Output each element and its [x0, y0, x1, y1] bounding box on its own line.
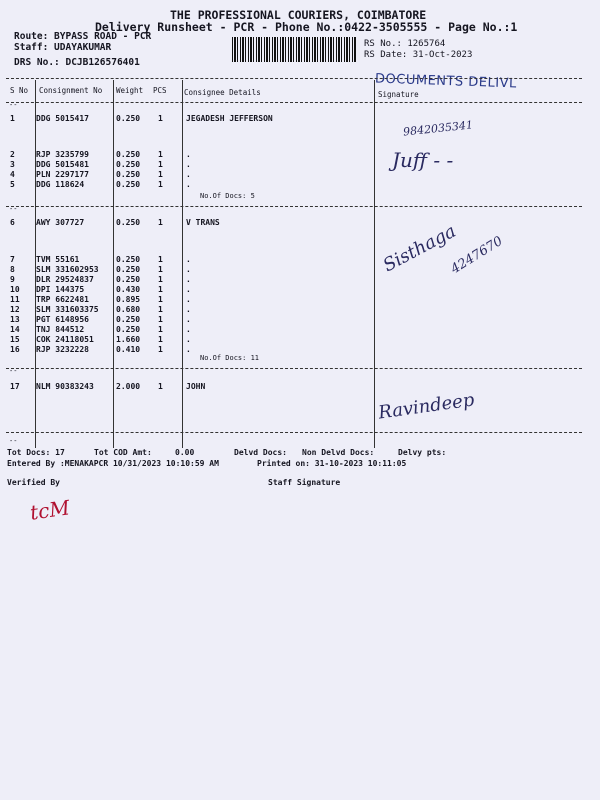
rs-number: RS No.: 1265764	[364, 39, 446, 49]
row-consignee: .	[186, 180, 191, 189]
company-name: THE PROFESSIONAL COURIERS, COIMBATORE	[170, 8, 427, 22]
row-sno: 6	[10, 218, 15, 227]
row-pcs: 1	[158, 345, 163, 354]
row-pcs: 1	[158, 305, 163, 314]
row-consignment: DLR 29524837	[36, 275, 94, 284]
row-consignee: .	[186, 315, 191, 324]
staff-label: Staff: UDAYAKUMAR	[14, 42, 112, 53]
col-rule	[35, 80, 36, 448]
row-consignee: .	[186, 170, 191, 179]
row-pcs: 1	[158, 285, 163, 294]
row-weight: 1.660	[116, 335, 141, 344]
row-weight: 0.250	[116, 150, 141, 159]
dash-mark: --	[9, 101, 18, 109]
printed-on: Printed on: 31-10-2023 10:11:05	[257, 459, 407, 468]
col-consignee: Consignee Details	[184, 88, 261, 97]
row-pcs: 1	[158, 150, 163, 159]
no-of-docs: No.Of Docs: 5	[200, 192, 255, 200]
row-pcs: 1	[158, 382, 163, 391]
dash-mark: --	[9, 437, 18, 445]
row-consignee: .	[186, 150, 191, 159]
row-sno: 13	[10, 315, 20, 324]
row-consignment: DDG 5015481	[36, 160, 89, 169]
row-consignee: .	[186, 305, 191, 314]
drs-number: DRS No.: DCJB126576401	[14, 57, 140, 68]
total-cod-amount: 0.00	[175, 448, 195, 457]
row-weight: 0.250	[116, 180, 141, 189]
row-pcs: 1	[158, 335, 163, 344]
row-sno: 3	[10, 160, 15, 169]
col-rule	[374, 80, 375, 448]
row-consignee: .	[186, 255, 191, 264]
row-weight: 0.250	[116, 325, 141, 334]
row-pcs: 1	[158, 218, 163, 227]
row-pcs: 1	[158, 265, 163, 274]
row-consignment: SLM 331603375	[36, 305, 99, 314]
row-sno: 8	[10, 265, 15, 274]
signature-2: Sisthaga	[379, 220, 460, 277]
row-pcs: 1	[158, 295, 163, 304]
signature-3: Ravindeep	[377, 389, 476, 424]
row-weight: 2.000	[116, 382, 141, 391]
barcode-image	[232, 37, 357, 62]
row-consignment: DPI 144375	[36, 285, 85, 294]
signature-1: Juff - -	[392, 148, 454, 172]
col-consignment: Consignment No	[39, 86, 103, 95]
row-pcs: 1	[158, 325, 163, 334]
row-weight: 0.250	[116, 170, 141, 179]
row-weight: 0.410	[116, 345, 141, 354]
row-consignee: .	[186, 295, 191, 304]
row-consignee: .	[186, 285, 191, 294]
row-weight: 0.250	[116, 275, 141, 284]
row-weight: 0.680	[116, 305, 141, 314]
delivered-docs: Delvd Docs:	[234, 448, 287, 457]
row-consignment: COK 24118051	[36, 335, 94, 344]
row-sno: 10	[10, 285, 20, 294]
row-pcs: 1	[158, 114, 163, 123]
documents-delivered-stamp: DOCUMENTS DELIVL	[374, 71, 517, 92]
row-sno: 14	[10, 325, 20, 334]
row-sno: 1	[10, 114, 15, 123]
row-sno: 2	[10, 150, 15, 159]
row-sno: 4	[10, 170, 15, 179]
row-sno: 12	[10, 305, 20, 314]
row-pcs: 1	[158, 275, 163, 284]
row-sno: 15	[10, 335, 20, 344]
rs-date: RS Date: 31-Oct-2023	[364, 50, 473, 60]
verified-by: Verified By	[7, 478, 60, 487]
row-consignee: .	[186, 325, 191, 334]
row-consignment: AWY 307727	[36, 218, 85, 227]
row-weight: 0.250	[116, 160, 141, 169]
handwritten-phone: 9842035341	[402, 118, 474, 139]
divider	[6, 102, 582, 103]
row-pcs: 1	[158, 255, 163, 264]
row-sno: 5	[10, 180, 15, 189]
runsheet-title: Delivery Runsheet - PCR - Phone No.:0422-3505555 - Page No.:1	[95, 20, 518, 34]
row-weight: 0.250	[116, 218, 141, 227]
non-delivered-docs: Non Delvd Docs:	[302, 448, 375, 457]
col-rule	[113, 80, 114, 448]
row-pcs: 1	[158, 315, 163, 324]
delivery-points: Delvy pts:	[398, 448, 447, 457]
row-consignee: JEGADESH JEFFERSON	[186, 114, 273, 123]
row-consignee: .	[186, 160, 191, 169]
col-weight: Weight	[116, 86, 144, 95]
row-consignee: .	[186, 265, 191, 274]
divider	[6, 206, 582, 207]
row-consignee: .	[186, 335, 191, 344]
route-label: Route: BYPASS ROAD - PCR	[14, 31, 152, 42]
row-consignment: RJP 3235799	[36, 150, 89, 159]
row-weight: 0.250	[116, 255, 141, 264]
row-sno: 11	[10, 295, 20, 304]
row-weight: 0.430	[116, 285, 141, 294]
row-consignment: SLM 331602953	[36, 265, 99, 274]
handwritten-number: 4247670	[448, 233, 506, 278]
divider	[6, 432, 582, 433]
entered-by: Entered By :MENAKAPCR 10/31/2023 10:10:59 AM	[7, 459, 219, 468]
row-consignment: TRP 6622481	[36, 295, 89, 304]
row-consignment: PLN 2297177	[36, 170, 89, 179]
dash-mark: --	[9, 367, 18, 375]
row-consignment: PGT 6148956	[36, 315, 89, 324]
row-weight: 0.250	[116, 265, 141, 274]
row-sno: 9	[10, 275, 15, 284]
row-sno: 16	[10, 345, 20, 354]
row-consignment: TVM 55161	[36, 255, 80, 264]
row-consignment: TNJ 844512	[36, 325, 85, 334]
divider	[6, 368, 582, 369]
row-consignment: NLM 90383243	[36, 382, 94, 391]
row-weight: 0.250	[116, 114, 141, 123]
row-consignee: JOHN	[186, 382, 206, 391]
no-of-docs: No.Of Docs: 11	[200, 354, 260, 362]
divider	[6, 78, 582, 79]
row-consignment: RJP 3232228	[36, 345, 89, 354]
row-consignee: V TRANS	[186, 218, 220, 227]
row-consignment: DDG 118624	[36, 180, 85, 189]
col-sno: S No	[10, 86, 29, 95]
dash-mark: --	[9, 205, 18, 213]
total-docs: Tot Docs: 17	[7, 448, 65, 457]
row-sno: 7	[10, 255, 15, 264]
row-pcs: 1	[158, 170, 163, 179]
staff-signature: Staff Signature	[268, 478, 341, 487]
row-consignment: DDG 5015417	[36, 114, 89, 123]
col-signature: Signature	[378, 90, 419, 99]
col-rule	[182, 80, 183, 448]
row-pcs: 1	[158, 180, 163, 189]
col-pcs: PCS	[153, 86, 167, 95]
total-cod-label: Tot COD Amt:	[94, 448, 152, 457]
row-weight: 0.895	[116, 295, 141, 304]
row-sno: 17	[10, 382, 20, 391]
row-consignee: .	[186, 345, 191, 354]
row-weight: 0.250	[116, 315, 141, 324]
verifier-initials: tcM	[28, 495, 72, 525]
row-pcs: 1	[158, 160, 163, 169]
row-consignee: .	[186, 275, 191, 284]
